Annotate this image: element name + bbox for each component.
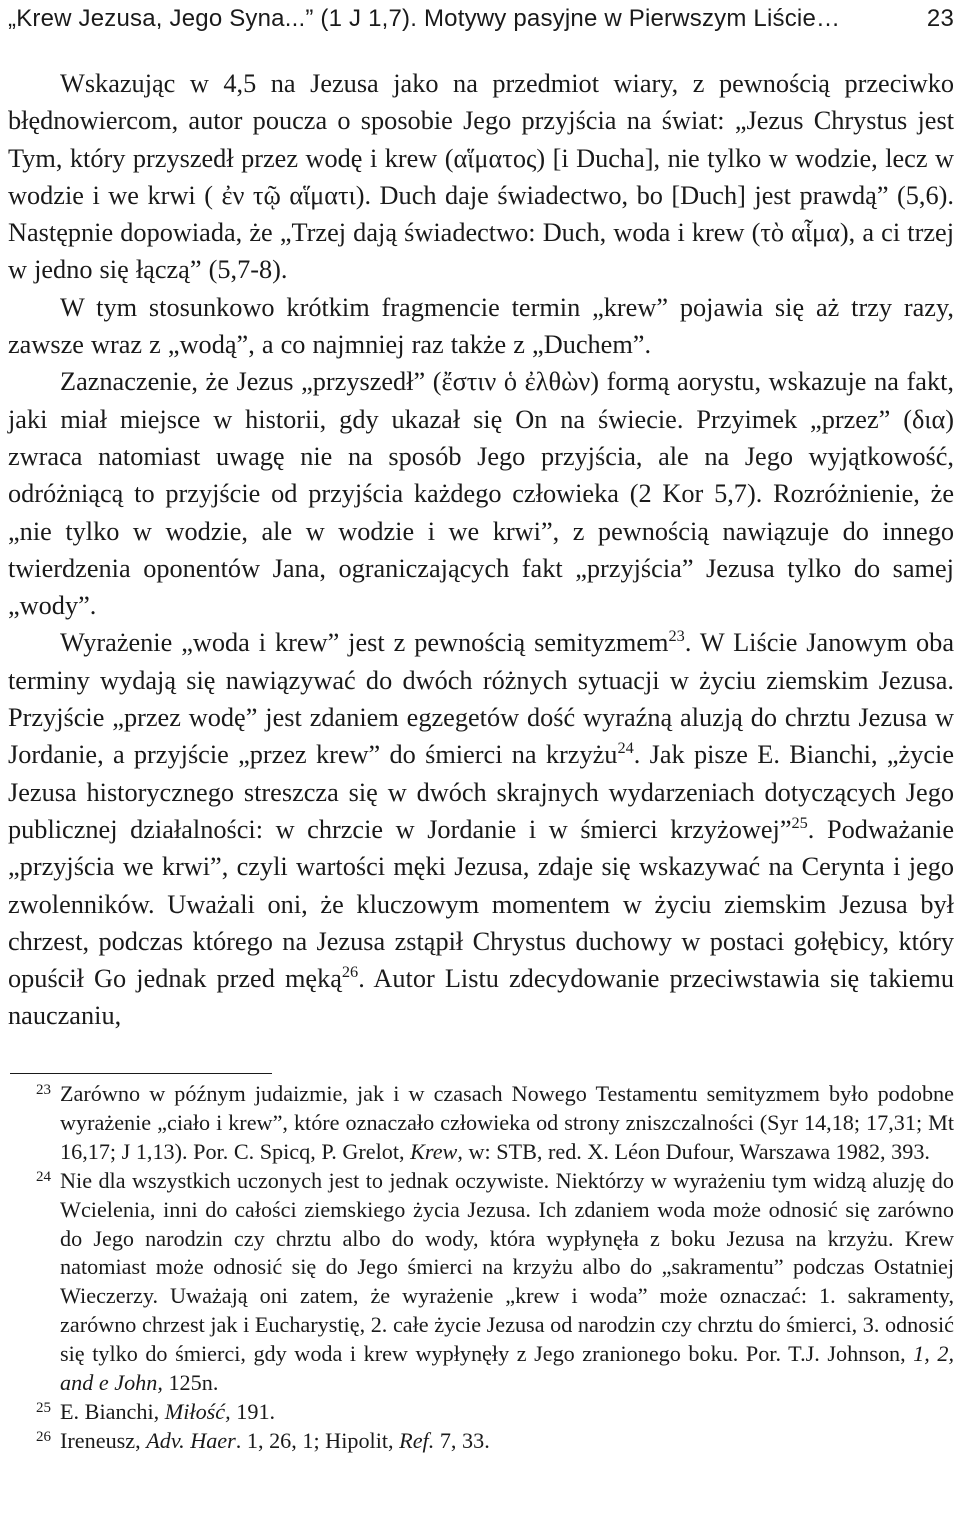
paragraph-4-text: . W Liście Janowym oba terminy wydają się nawiązywać do dwóch różnych sytuacji w życiu ziemskim Jezusa. Przyjście „przez wodę” jest zdaniem egzegetów dość wyraźną aluzją do chrztu Jezusa w Jordanie, a przyjście „przez krew” do śmierci na krzyżu <box>8 628 954 770</box>
paragraph-4 <box>8 624 954 1034</box>
footnotes <box>8 1080 954 1456</box>
paragraph-4-text: Wyrażenie „woda i krew” jest z pewnością semityzmem <box>60 628 669 658</box>
footnote-text: Ireneusz, <box>60 1427 147 1453</box>
paragraph-2 <box>8 289 954 364</box>
footnote-separator <box>10 1073 272 1074</box>
paragraph-1 <box>8 65 954 289</box>
footnote-text: 191. <box>230 1398 276 1424</box>
footnote-text: Nie dla wszystkich uczonych jest to jednak oczywiste. Niektórzy w wyrażeniu tym widzą aluzję do Wcielenia, inni do całości ziemskiego życia Jezusa. Ich zdaniem woda może odnosić się zarówno do Jego narodzin czy chrztu albo do wody, która wypłynęła z boku Jezusa na krzyżu. Krew natomiast może odnosić się do Jego śmierci na krzyżu albo do „sakramentu” podczas Ostatniej Wieczerzy. Uważają oni zatem, że wyrażenie „krew i woda” może oznaczać: 1. sakramenty, zarówno chrzest jak i Eucharystię, 2. całe życie Jezusa od narodzin czy chrztu do śmierci, 3. odnosić się tylko do śmierci, gdy woda i krew wypłynęły z Jego zranionego boku. Por. T.J. Johnson, <box>60 1167 954 1367</box>
footnote-text: , w: STB, red. X. Léon Dufour, Warszawa 1982, 393. <box>457 1138 930 1164</box>
footnote-23 <box>8 1080 954 1167</box>
footnote-text: 125n. <box>162 1370 219 1396</box>
footnote-italic: Adv. Haer <box>146 1427 236 1453</box>
footnote-number: 26 <box>36 1428 51 1445</box>
footnote-ref-25[interactable]: 25 <box>791 813 808 833</box>
footnote-ref-23[interactable]: 23 <box>668 626 685 646</box>
running-title: „Krew Jezusa, Jego Syna...” (1 J 1,7). Motywy pasyjne w Pierwszym Liście… <box>8 5 841 32</box>
paragraph-2-text: W tym stosunkowo krótkim fragmencie termin „krew” pojawia się aż trzy razy, zawsze wraz z „wodą”, a co najmniej raz także z „Duchem”. <box>8 292 954 360</box>
footnote-italic: 1, 2, and e John, <box>60 1341 954 1396</box>
footnote-25 <box>8 1398 954 1427</box>
paragraph-3-text: Zaznaczenie, że Jezus „przyszedł” (ἔστιν ὁ ἐλθὼν) formą aorystu, wskazuje na fakt, jaki miał miejsce w historii, gdy ukazał się On na świecie. Przyimek „przez” (δια) zwraca natomiast uwagę nie na sposób Jego przyjścia, ale na Jego wyjątkowość, odróżniącą to przyjście od przyjścia każdego człowieka (2 Kor 5,7). Rozróżnienie, że „nie tylko w wodzie, ale w wodzie i we krwi”, z pewnością nawiązuje do innego twierdzenia oponentów Jana, ograniczających fakt „przyjścia” Jezusa tylko do samej „wody”. <box>8 367 954 621</box>
main-text <box>8 65 954 1035</box>
footnote-italic: Miłość, <box>164 1398 231 1424</box>
paragraph-1-text: Wskazując w 4,5 na Jezusa jako na przedmiot wiary, z pewnością przeciwko błędnowiercom, autor poucza o sposobie Jego przyjścia na świat: „Jezus Chrystus jest Tym, który przyszedł przez wodę i krew (αἵματος) [i Ducha], nie tylko w wodzie, lecz w wodzie i we krwi ( ἐν τῷ αἵματι). Duch daje świadectwo, bo [Duch] jest prawdą” (5,6). Następnie dopowiada, że „Trzej dają świadectwo: Duch, woda i krew (τὸ αἷμα), a ci trzej w jedno się łączą” (5,7-8). <box>8 69 954 285</box>
footnote-number: 24 <box>36 1168 51 1185</box>
footnote-text: E. Bianchi, <box>60 1398 165 1424</box>
running-header <box>8 4 954 34</box>
paragraph-4-text: . Jak pisze E. Bianchi, „życie Jezusa historycznego streszcza się w dwóch skrajnych wydarzeniach dotyczących Jego publicznej działalności: w chrzcie w Jordanie i w śmierci krzyżowej” <box>8 740 954 844</box>
paragraph-4-text: . Autor Listu zdecydowanie przeciwstawia się takiemu nauczaniu, <box>8 964 954 1031</box>
footnote-italic: Krew <box>410 1138 458 1164</box>
paragraph-3 <box>8 363 954 624</box>
paragraph-4-text: . Podważanie „przyjścia we krwi”, czyli wartości męki Jezusa, zdaje się wskazywać na Cerynta i jego zwolenników. Uważali oni, że kluczowym momentem w życiu ziemskim Jezusa był chrzest, podczas którego na Jezusa zstąpił Chrystus duchowy w postaci gołębicy, który opuścił Go jednak przed męką <box>8 814 955 994</box>
footnote-ref-24[interactable]: 24 <box>617 738 634 758</box>
footnote-number: 23 <box>36 1082 51 1098</box>
footnote-26 <box>8 1427 954 1456</box>
footnote-ref-26[interactable]: 26 <box>341 962 359 982</box>
footnote-text: 7, 33. <box>434 1427 490 1453</box>
footnote-text: Zarówno w późnym judaizmie, jak i w czasach Nowego Testamentu semityzmem było podobne wyrażenie „ciało i krew”, które oznaczało człowieka od strony zniszczalności (Syr 14,18; 17,31; Mt 16,17; J 1,13). Por. C. Spicq, P. Grelot, <box>60 1081 954 1164</box>
footnote-number: 25 <box>36 1399 51 1416</box>
footnote-text: . 1, 26, 1; Hipolit, <box>235 1427 400 1453</box>
footnote-italic: Ref. <box>399 1427 435 1453</box>
footnote-24 <box>8 1167 954 1398</box>
page-number: 23 <box>926 5 954 32</box>
